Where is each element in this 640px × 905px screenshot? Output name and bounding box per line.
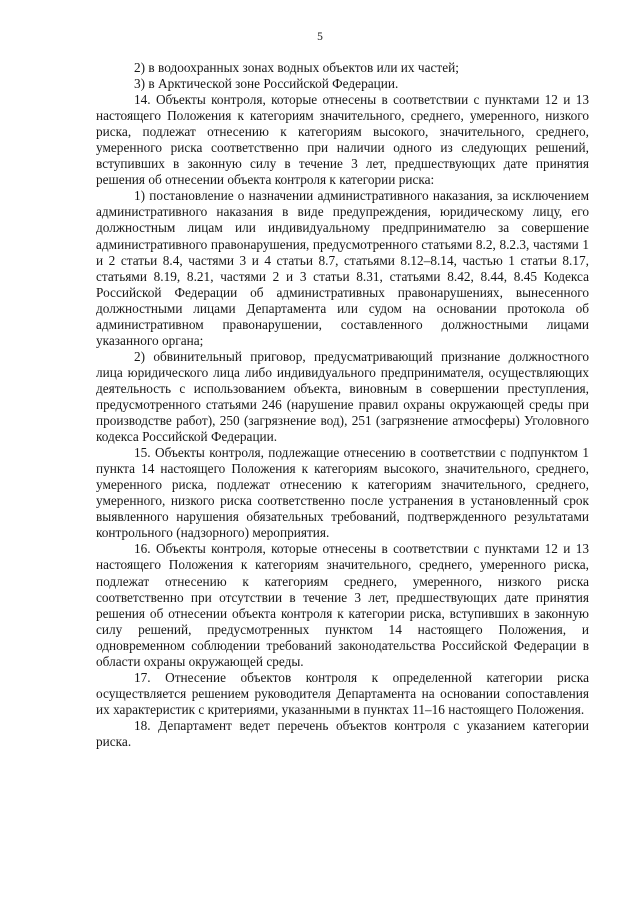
paragraph-clause-17: 17. Отнесение объектов контроля к определенной категории риска осуществляется решением руководителя Департамента на основании сопоставления их характеристик с критериями, указанными в пунктах 11–16 настоящего Положения. (96, 669, 589, 717)
paragraph-clause-14-sub-2: 2) обвинительный приговор, предусматривающий признание должностного лица юридического лица либо индивидуального предпринимателя, осуществляющих деятельность с использованием объекта, виновным в совершении преступления, предусмотренного статьями 246 (нарушение правил охраны окружающей среды при производстве работ), 250 (загрязнение вод), 251 (загрязнение атмосферы) Уголовного кодекса Российской Федерации. (96, 348, 589, 445)
paragraph-clause-14: 14. Объекты контроля, которые отнесены в соответствии с пунктами 12 и 13 настоящего Положения к категориям значительного, среднего, умеренного, низкого риска, подлежат отнесению к категориям высокого, значительного, среднего, умеренного риска соответственно при наличии одного из следующих решений, вступивших в законную силу в течение 3 лет, предшествующих дате принятия решения об отнесении объекта контроля к категории риска: (96, 92, 589, 188)
document-body (96, 60, 589, 750)
paragraph-clause-16: 16. Объекты контроля, которые отнесены в соответствии с пунктами 12 и 13 настоящего Положения к категориям значительного, среднего, умеренного риска, подлежат отнесению к категориям среднего, умеренного, низкого риска соответственно при отсутствии в течение 3 лет, предшествующих дате принятия решения об отнесении объекта контроля к категории риска, вступивших в законную силу решений, предусмотренных пунктом 14 настоящего Положения, и одновременном соблюдении требований законодательства Российской Федерации в области охраны окружающей среды. (96, 541, 589, 669)
paragraph-clause-18: 18. Департамент ведет перечень объектов контроля с указанием категории риска. (96, 717, 589, 749)
paragraph-item-2: 2) в водоохранных зонах водных объектов или их частей; (134, 60, 459, 75)
paragraph-clause-15: 15. Объекты контроля, подлежащие отнесению в соответствии с подпунктом 1 пункта 14 настоящего Положения к категориям высокого, значительного, среднего, умеренного риска, подлежат отнесению к категориям значительного, среднего, умеренного, низкого риска соответственно после устранения в установленный срок выявленного нарушения обязательных требований, подтвержденного результатами контрольного (надзорного) мероприятия. (96, 445, 589, 541)
page-number: 5 (317, 31, 323, 43)
paragraph-clause-14-sub-1: 1) постановление о назначении административного наказания, за исключением административного наказания в виде предупреждения, юридическому лицу, его должностным лицам или индивидуальному предпринимателю за совершение административного правонарушения, предусмотренного статьями 8.2, 8.2.3, частями 1 и 2 статьи 8.4, частями 3 и 4 статьи 8.7, статьями 8.12–8.14, частью 1 статьи 8.17, статьями 8.19, 8.21, частями 2 и 3 статьи 8.31, статьями 8.42, 8.44, 8.45 Кодекса Российской Федерации об административных правонарушениях, вынесенного должностными лицами Департамента или судом на основании протокола об административном правонарушении, составленного должностными лицами указанного органа; (96, 188, 589, 348)
paragraph-item-3: 3) в Арктической зоне Российской Федерации. (134, 76, 399, 92)
